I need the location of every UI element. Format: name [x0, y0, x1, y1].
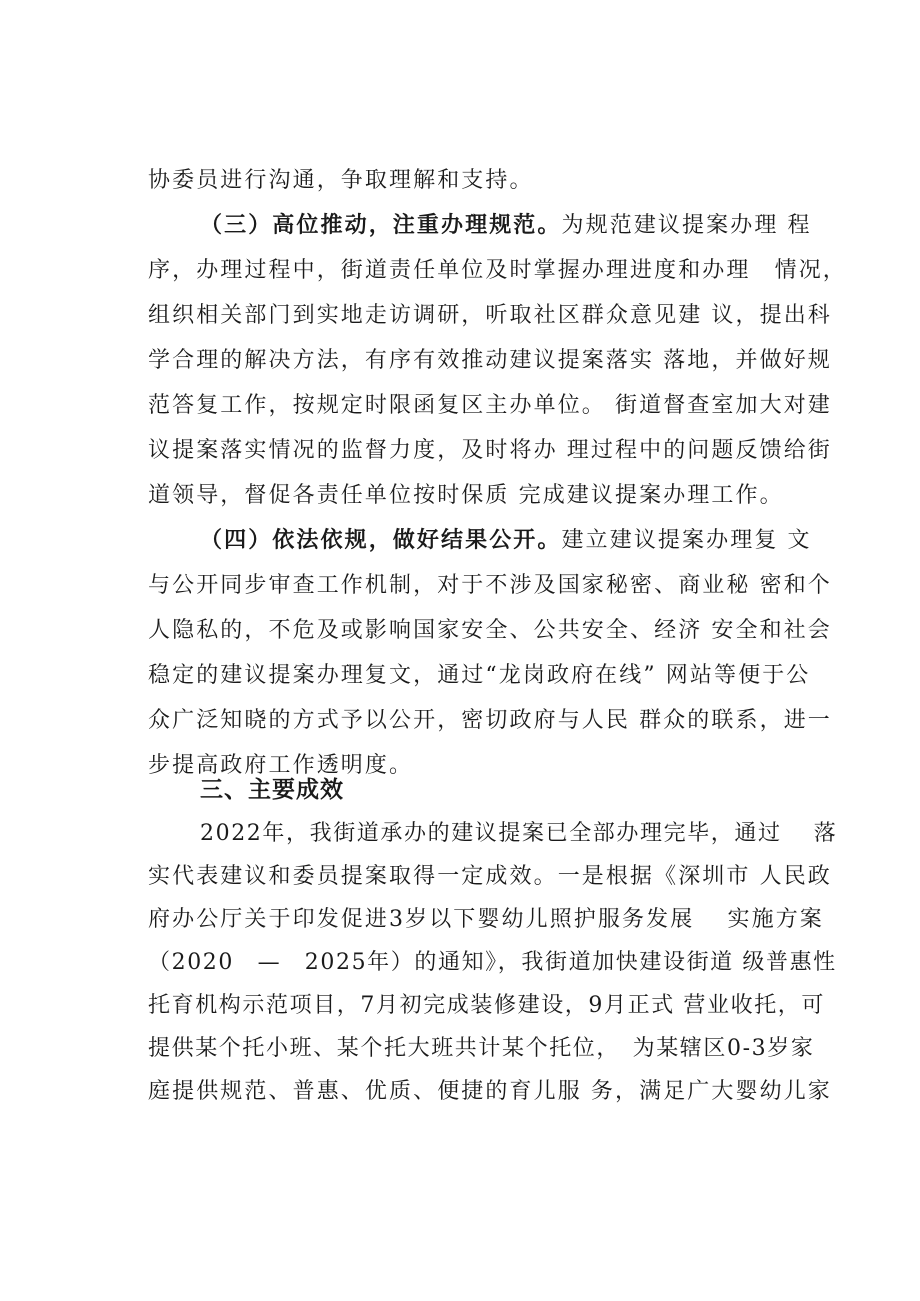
paragraph-line-6: 范答复工作，按规定时限函复区主办单位。 街道督查室加大对建 — [148, 393, 832, 418]
results-line-2: 实代表建议和委员提案取得一定成效。一是根据《深圳市 人民政 — [148, 864, 832, 889]
paragraph-line-12: 稳定的建议提案办理复文，通过“龙岗政府在线” 网站等便于公 — [148, 663, 811, 688]
section-3-title: （三）高位推动，注重办理规范。 — [200, 213, 562, 238]
section-3-text: 为规范建议提案办理 — [561, 213, 788, 238]
paragraph-line-3: 序，办理过程中，街道责任单位及时掌握办理进度和办理 情况， — [148, 258, 847, 283]
section-heading: 三、主要成效 — [200, 777, 344, 803]
section-3-first-line — [200, 211, 812, 241]
paragraph-line-1: 协委员进行沟通，争取理解和支持。 — [148, 168, 534, 193]
results-line-6: 提供某个托小班、某个托大班共计某个托位， 为某辖区0-3岁家 — [148, 1036, 815, 1061]
paragraph-line-8: 道领导，督促各责任单位按时保质 完成建议提案办理工作。 — [148, 483, 784, 508]
results-line-7: 庭提供规范、普惠、优质、便捷的育儿服 务，满足广大婴幼儿家 — [148, 1079, 832, 1104]
results-line-3: 府办公厅关于印发促进3岁以下婴幼儿照护服务发展 实施方案 — [148, 907, 824, 932]
paragraph-line-13: 众广泛知晓的方式予以公开，密切政府与人民 群众的联系，进一 — [148, 708, 832, 733]
section-4-first-line — [200, 526, 812, 556]
paragraph-line-14: 步提高政府工作透明度。 — [148, 753, 414, 778]
results-line-1: 2022年，我街道承办的建议提案已全部办理完毕，通过 落 — [200, 821, 838, 846]
paragraph-line-4: 组织相关部门到实地走访调研，听取社区群众意见建 议，提出科 — [148, 303, 832, 328]
section-3-text-end: 程 — [787, 213, 812, 238]
section-4-text-end: 文 — [787, 528, 812, 553]
section-4-text: 建立建议提案办理复 — [561, 528, 788, 553]
results-line-4: （2020 — 2025年）的通知》，我街道加快建设街道 级普惠性 — [148, 950, 837, 975]
section-4-title: （四）依法依规，做好结果公开。 — [200, 528, 562, 553]
paragraph-line-10: 与公开同步审查工作机制，对于不涉及国家秘密、商业秘 密和个 — [148, 573, 832, 598]
paragraph-line-7: 议提案落实情况的监督力度，及时将办 理过程中的问题反馈给街 — [148, 438, 832, 463]
paragraph-line-11: 人隐私的，不危及或影响国家安全、公共安全、经济 安全和社会 — [148, 618, 832, 643]
paragraph-line-5: 学合理的解决方法，有序有效推动建议提案落实 落地，并做好规 — [148, 348, 832, 373]
results-line-5: 托育机构示范项目，7月初完成装修建设，9月正式 营业收托，可 — [148, 993, 825, 1018]
